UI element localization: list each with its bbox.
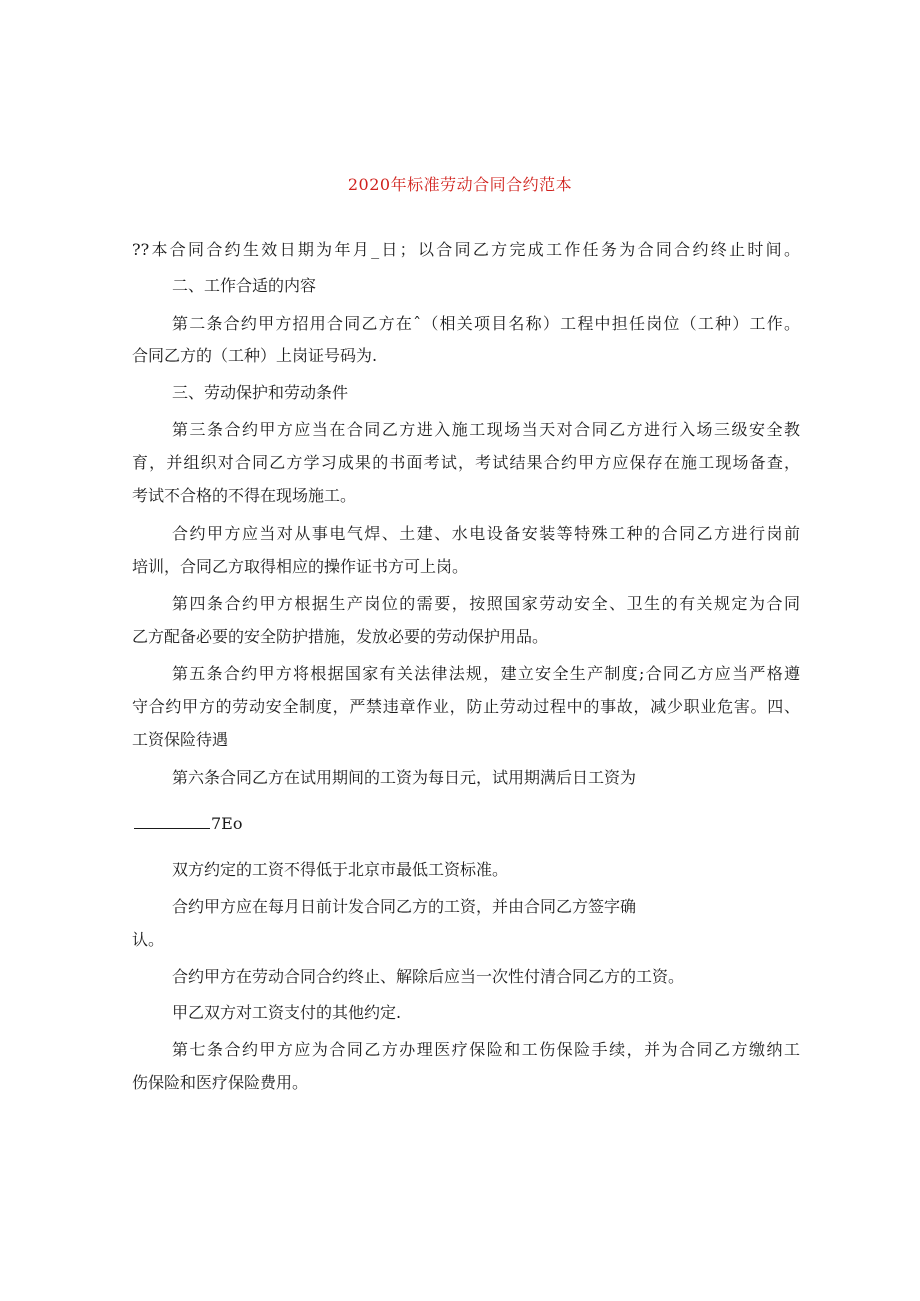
fill-in-value: 7Eo [211,814,243,833]
paragraph-line: 第七条合约甲方应为合同乙方办理医疗保险和工伤保险手续，并为合同乙方缴纳工 [172,1040,800,1059]
paragraph-line: 第五条合约甲方将根据国家有关法律法规，建立安全生产制度;合同乙方应当严格遵 [172,664,800,683]
section-heading: 二、工作合适的内容 [172,276,317,295]
paragraph-line: 第六条合同乙方在试用期间的工资为每日元，试用期满后日工资为 [172,768,637,787]
paragraph-line: 育，并组织对合同乙方学习成果的书面考试，考试结果合约甲方应保存在施工现场备查， [132,453,800,472]
paragraph-line: 认。 [132,930,165,949]
paragraph-line: 合约甲方应当对从事电气焊、土建、水电设备安装等特殊工种的合同乙方进行岗前 [172,524,800,543]
paragraph-line: ??本合同合约生效日期为年月_日；以合同乙方完成工作任务为合同合约终止时间。 [132,240,800,259]
paragraph-line: 守合约甲方的劳动安全制度，严禁违章作业，防止劳动过程中的事故，减少职业危害。四、 [132,697,800,716]
paragraph-line: 乙方配备必要的安全防护措施，发放必要的劳动保护用品。 [132,627,549,646]
paragraph-line: 第三条合约甲方应当在合同乙方进入施工现场当天对合同乙方进行入场三级安全教 [172,420,800,439]
paragraph-line: 双方约定的工资不得低于北京市最低工资标准。 [172,860,509,879]
paragraph-line: 考试不合格的不得在现场施工。 [132,486,357,505]
paragraph-line: 伤保险和医疗保险费用。 [132,1073,309,1092]
paragraph-line: 培训，合同乙方取得相应的操作证书方可上岗。 [132,557,469,576]
paragraph-line: 第四条合约甲方根据生产岗位的需要，按照国家劳动安全、卫生的有关规定为合同 [172,594,800,613]
fill-in-line [134,814,243,834]
paragraph-line: 合同乙方的（工种）上岗证号码为. [132,346,378,365]
section-heading: 工资保险待遇 [132,730,229,749]
document-title: 2020年标准劳动合同合约范本 [347,175,573,194]
blank-underline [134,814,210,829]
paragraph-line: 第二条合约甲方招用合同乙方在ˆ（相关项目名称）工程中担任岗位（工种）工作。 [172,314,800,333]
paragraph-line: 合约甲方在劳动合同合约终止、解除后应当一次性付清合同乙方的工资。 [172,967,685,986]
paragraph-line: 合约甲方应在每月日前计发合同乙方的工资，并由合同乙方签字确 [172,897,637,916]
paragraph-line: 甲乙双方对工资支付的其他约定. [172,1003,402,1022]
section-heading: 三、劳动保护和劳动条件 [172,383,349,402]
